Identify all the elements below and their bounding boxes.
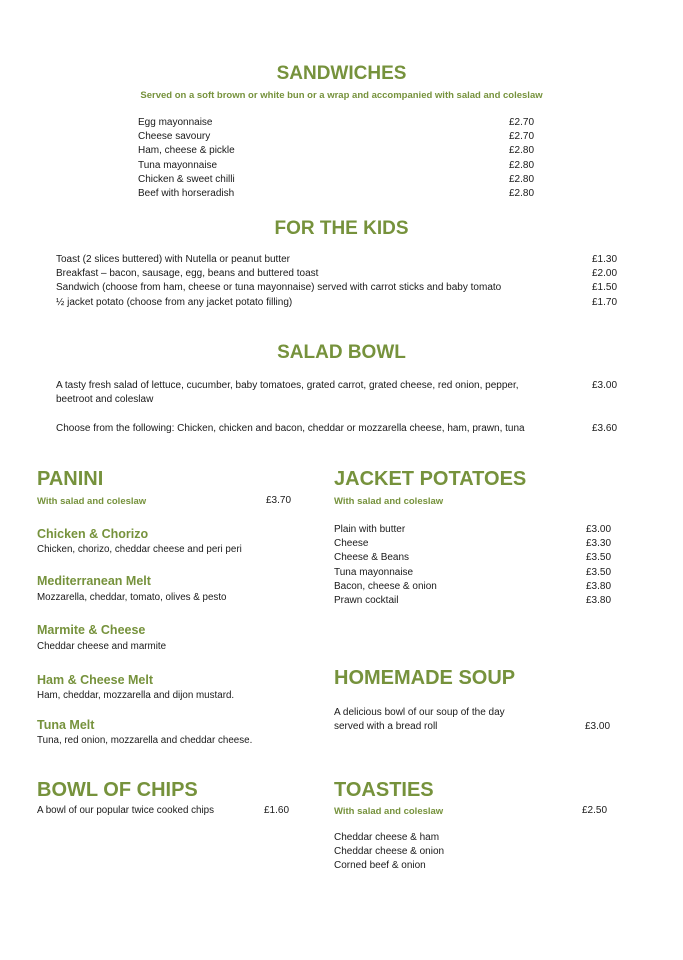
menu-item-price: £1.30 [592, 254, 618, 265]
soup-title: HOMEMADE SOUP [334, 667, 516, 689]
panini-item-name: Ham & Cheese Melt [37, 673, 154, 687]
panini-price: £3.70 [266, 495, 292, 506]
menu-item-price: £2.70 [509, 117, 535, 128]
menu-item-name: Chicken & sweet chilli [138, 173, 235, 185]
menu-item-price: £3.50 [586, 552, 612, 564]
menu-item-name: Egg mayonnaise [138, 117, 213, 128]
toasties-items [334, 831, 444, 874]
menu-item-price: £2.80 [509, 159, 535, 171]
menu-item-price: £2.80 [509, 188, 535, 200]
menu-item-name: ½ jacket potato (choose from any jacket potato filling) [56, 296, 293, 308]
panini-item-desc: Cheddar cheese and marmite [37, 641, 167, 652]
panini-title: PANINI [37, 468, 104, 490]
menu-item-name: Tuna mayonnaise [138, 159, 218, 171]
salad-price: £3.00 [592, 380, 618, 391]
menu-item-price: £2.70 [509, 131, 535, 143]
menu-item-name: Toast (2 slices buttered) with Nutella or peanut butter [56, 254, 291, 265]
kids-items [56, 253, 501, 310]
soup-price: £3.00 [585, 721, 611, 732]
menu-item-name: Cheese & Beans [334, 552, 410, 564]
jacket-items [334, 523, 437, 608]
panini-item-name: Tuna Melt [37, 718, 95, 732]
jacket-prices [586, 523, 611, 608]
menu-item-price: £3.80 [586, 595, 612, 607]
kids-prices [592, 253, 617, 310]
panini-item-name: Mediterranean Melt [37, 574, 151, 588]
menu-item-price: £1.70 [592, 296, 618, 308]
salad-description: A tasty fresh salad of lettuce, cucumber, baby tomatoes, grated carrot, grated cheese, red onion, pepper, beetroot and coleslaw [56, 380, 519, 406]
toasties-price: £2.50 [582, 805, 608, 816]
sandwiches-title: SANDWICHES [276, 63, 407, 84]
menu-item-name: Cheese savoury [138, 131, 211, 143]
menu-item-name: Sandwich (choose from ham, cheese or tuna mayonnaise) served with carrot sticks and baby tomato [56, 282, 502, 294]
panini-item-desc: Chicken, chorizo, cheddar cheese and peri peri [37, 544, 242, 555]
menu-item-price: £3.30 [586, 538, 612, 550]
chips-description: A bowl of our popular twice cooked chips [37, 805, 214, 816]
sandwiches-subtitle: Served on a soft brown or white bun or a wrap and accompanied with salad and coleslaw [140, 90, 543, 101]
menu-item-name: Breakfast – bacon, sausage, egg, beans and buttered toast [56, 268, 319, 280]
chips-title: BOWL OF CHIPS [37, 779, 198, 801]
menu-item-name: Ham, cheese & pickle [138, 145, 235, 157]
panini-item-desc: Mozzarella, cheddar, tomato, olives & pesto [37, 592, 227, 603]
panini-subtitle: With salad and coleslaw [37, 496, 147, 507]
toasties-subtitle: With salad and coleslaw [334, 806, 444, 817]
menu-item-name: Cheese [334, 538, 369, 550]
salad-title: SALAD BOWL [277, 342, 406, 363]
jacket-subtitle: With salad and coleslaw [334, 496, 444, 507]
soup-line-1: A delicious bowl of our soup of the day [334, 707, 505, 718]
menu-item-name: Bacon, cheese & onion [334, 580, 437, 592]
kids-title: FOR THE KIDS [274, 218, 409, 239]
menu-item-name: Cheddar cheese & onion [334, 846, 445, 858]
menu-item-name: Corned beef & onion [334, 860, 426, 872]
panini-item-name: Chicken & Chorizo [37, 527, 149, 541]
salad-choose-text: Choose from the following: Chicken, chicken and bacon, cheddar or mozzarella cheese, ham, prawn, tuna [56, 423, 525, 434]
menu-item-name: Cheddar cheese & ham [334, 832, 440, 843]
panini-item-name: Marmite & Cheese [37, 623, 146, 637]
soup-line-2: served with a bread roll [334, 721, 438, 732]
menu-item-price: £3.50 [586, 566, 612, 578]
menu-item-name: Tuna mayonnaise [334, 566, 414, 578]
sandwiches-prices [509, 116, 534, 201]
panini-item-desc: Tuna, red onion, mozzarella and cheddar cheese. [37, 735, 253, 746]
chips-price: £1.60 [264, 805, 290, 816]
sandwiches-items [138, 116, 235, 201]
menu-item-price: £3.80 [586, 580, 612, 592]
menu-item-price: £2.80 [509, 145, 535, 157]
menu-item-price: £2.80 [509, 173, 535, 185]
panini-item-desc: Ham, cheddar, mozzarella and dijon mustard. [37, 690, 235, 701]
jacket-title: JACKET POTATOES [334, 468, 527, 490]
menu-item-price: £1.50 [592, 282, 618, 294]
menu-item-name: Plain with butter [334, 524, 406, 535]
toasties-title: TOASTIES [334, 779, 434, 801]
menu-item-name: Prawn cocktail [334, 595, 399, 607]
salad-choose-price: £3.60 [592, 423, 618, 434]
menu-item-price: £2.00 [592, 268, 618, 280]
menu-item-price: £3.00 [586, 524, 612, 535]
menu-item-name: Beef with horseradish [138, 188, 235, 200]
